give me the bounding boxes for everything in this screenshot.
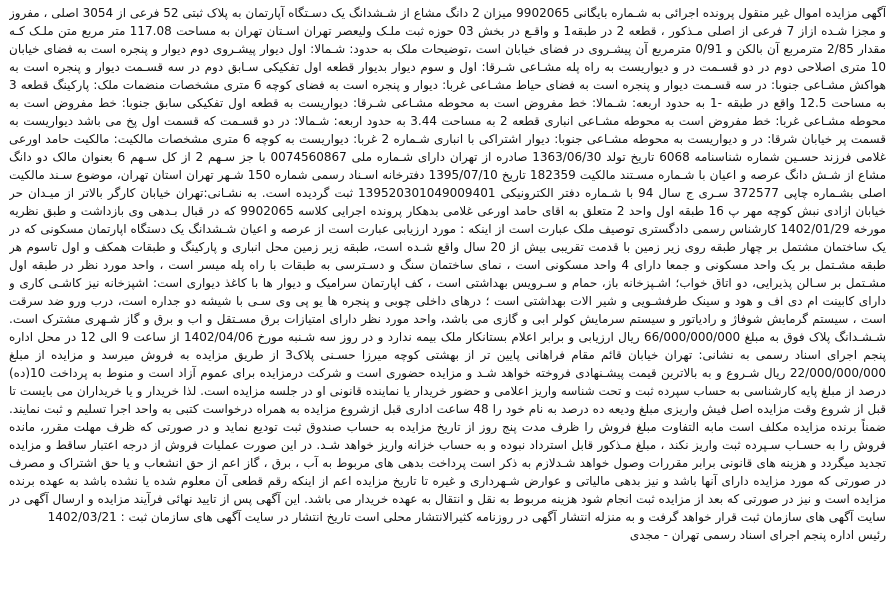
notice-signature: رئیس اداره پنجم اجرای اسناد رسمی تهران - مجدی: [629, 528, 886, 542]
notice-body-text: آگهی مزایده اموال غیر منقول پرونده اجرائی به شـماره بایگانی 9902065 میزان 2 دانگ مشاع از شـشدانگ یک دسـتگاه آپارتمان به پلاک ثبتی 52 فرعی از 3054 اصلی ، مفروز و مجزا شـده ازاز 7 فرعی از اصلی مـذکور ، قطعه 2 در طبقه1 و واقـع در بخش 03 حوزه ثبت ملـک ولیعصر تهران اسـتان تهران به مساحت 117.08 متر مربع متن ملـک کـه مقدار 2/85 مترمربع آن بالکن و 0/91 مترمربع آن پیشـروی در فضای خیابان است ،توضیحات ملک به حدود: شـمالا: اول دیوار پیشـروی دوم دیوار و پنجره است به فضای خیابان 10 متری اصلاحی دوم در دو قسـمت در و دیواریست به راه پله مشـاعی شـرقا: اول و سوم دیوار بدیوار قطعه اول تفکیکی سـابق دوم در سه قسـمت دیوار و پنجره است به هواکش مشـاعی جنوبا: در سه قسـمت دیوار و پنجره است به فضای حیاط مشـاعی غربا: دیوار و پنجره است به فضای کوچه 6 متری مشخصات منضمات ملک: پارکینگ قطعه 3 به مساحت 12.5 واقع در طبقه -1 به حدود اربعه: شـمالا: خط مفروض است به محوطه مشـاعی شـرقا: دیواریست به قطعه اول تفکیکی سابق جنوبا: خط مفروض است به محوطه مشـاعی غربا: خط مفروض است به محوطه مشـاعی انباری قطعه 2 به مساحت 3.44 به حدود اربعه: شـمالا: در دو قسـمت که قسمت اول پخ می باشد دیواریست به قسمت پر خیابان شرقا: در و دیواریست به محوطه مشـاعی جنوبا: دیوار اشتراکی با انباری شـماره 2 غربا: دیواریست به کوچه 6 متری مشخصات مالکیت: مالکیت حامد اورعی غلامی فرزند حسـین شماره شناسنامه 6068 تاریخ تولد 1363/06/30 صادره از تهران دارای شـماره ملی 0074560867 با جز سـهم 2 از کل سـهم 6 بعنوان مالک دو دانگ مشاع از شـش دانگ عرصه و اعیان با شـماره مسـتند مالکیت 182359 تاریخ 1395/07/10 دفترخانه اسـناد رسمی شماره 150 شـهر تهران استان تهران، موضوع سـند مالکیت اصلی بشـماره چاپی 372577 سـری ج سال 94 با شـماره دفتر الکترونیکی 139520301049009401 ثبت گردیده است. به نشـانی:تهران خیابان کارگر بالاتر از میـدان حر خیابان ازادی نبش کوچه مهر پ 16 طبقه اول واحد 2 متعلق به اقای حامد اورعی غلامی بدهکار پرونده اجرایی کلاسه 9902065 که در قبال بـدهی وی بازداشت و طبق نظریه مورخه 1402/01/29 کارشناس رسمی دادگستری توصیف ملک عبارت است از اینکه : مورد ارزیابی عبارت است از عرصه و اعیان شـشدانگ یک دستگاه اپارتمان مسکونی که در یک ساختمان مشتمل بر چهار طبقه روی زیر زمین با قدمت تقریبی بیش از 20 سال واقع شـده است، طبقه زیر زمین محل انباری و پارکینگ و طبقات همکف و اول تاسوم هر طبقه مشـتمل بر یک واحد مسکونی و جمعا دارای 4 واحد مسکونی است ، نمای ساختمان سنگ و دسـترسی به طبقات با راه پله میسر است ، واحد مورد نظر در طبقه اول مشـتمل بر سـالن پذیرایی، دو اتاق خواب؛ اشـپزخانه باز، حمام و سـرویس بهداشتی است ، کف اپارتمان سرامیک و دیوار ها با کاغذ دیواری است: اشپزخانه نیز کاشـی کاری و دارای کابینت ام دی اف و هود و سینک طرفشـویی و شیر الات بهداشتی است ؛ درهای داخلی چوبی و پنجره ها یو پی وی سـی با شیشه دو جداره است، درب ورو ضد سرقت است ، سیستم گرمایش شوفاژ و رادیاتور و سیستم سرمایش کولر ابی و گازی می باشد، واحد مورد نظر دارای امتیازات برق مسـتقل و اب و برق و گاز شـهری مشترک است. شـشـدانگ پلاک فوق به مبلغ 66/000/000/000 ریال ارزیابی و برابر اعلام بستانکار ملک بیمه ندارد و در روز سه شـنبه مورخ 1402/04/06 از ساعت 9 الی 12 در محل اداره پنجم اجرای اسناد رسمی به نشانی: تهران خیابان قائم مقام فراهانی پایین تر از بهشتی کوچه میرزا حسـنی پلاک3 از طریق مزایده به فروش میرسد و مزایده از مبلغ 22/000/000/000 ریال شـروع و به بالاترین قیمت پیشـنهادی فروخته خواهد شـد و مزایده حضوری است و شرکت درمزایده برای عموم آزاد است و منوط به پرداخت 10(ده) درصد از مبلغ پایه کارشناسی به حساب سپرده ثبت و تحت شناسه واریز اعلامی و حضور خریدار یا نماینده قانونی او در جلسه مزایده است. لذا خریدار و یا خریداران می بایست تا قبل از شروع وقت مزایده اصل فیش واریزی مبلغ ودیعه ده درصد به نام خود را 48 ساعت اداری قبل ازشروع مزایده به همراه درخواست کتبی به واحد اجرا تسلیم و ثبت نمایند. ضمناً برنده مزایده مکلف است مابه التفاوت مبلغ فروش را ظرف مدت پنج روز از تاریخ مزایده به حساب صندوق ثبت تودیع نماید و در صورتی که ظرف مهلت مقرر، مانده فروش را به حسـاب سـپرده ثبت واریز نکند ، مبلغ مـذکور قابل استرداد نبوده و به حساب خزانه واریز خواهد شـد. در این صورت عملیات فروش از درجه اعتبار ساقط و مزایده تجدید میگردد و هزینه های قانونی برابر مقررات وصول خواهد شـدلازم به ذکر است پرداخت بدهی های مربوط به آب ، برق ، گاز اعم از حق انشعاب و یا حق اشتراک و مصرف در صورتی که مورد مزایده دارای آنها باشد و نیز بدهی مالیاتی و عوارض شـهرداری و غیره تا تاریخ مزایده اعم از اینکه رقم قطعی آن معلوم شده یا نشده باشد به عهده برنده مزایده است و نیز در صورتی که بعد از مزایده ثبت انجام شود هزینه مربوط به نقل و انتقال به عهده خریدار می باشد. این آگهی پس از تایید نهائی فرآیند مزایده و ارسال آگهی در سایت آگهی های سازمان ثبت قرار خواهد گرفت و به منزله انتشار آگهی در روزنامه کثیرالانتشار محلی است تاریخ انتشار در سایت آگهی های سازمان ثبت : 1402/03/21: [9, 6, 886, 524]
auction-notice: [9, 4, 886, 587]
